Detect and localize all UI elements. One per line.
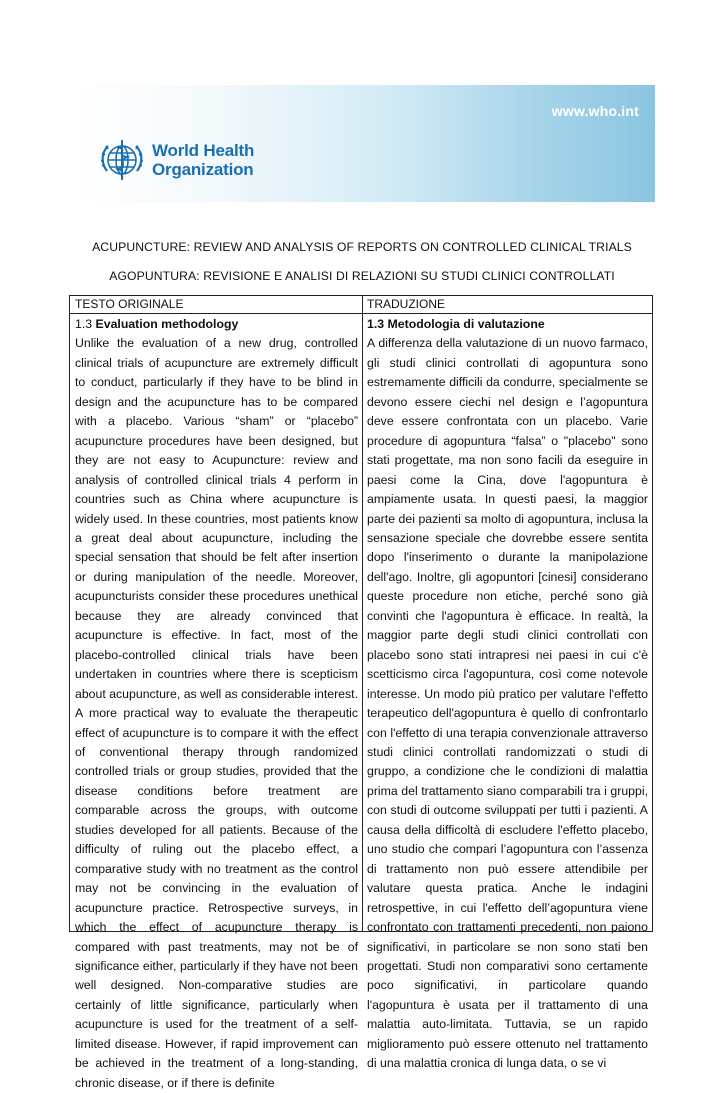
- header-original-text: TESTO ORIGINALE: [75, 297, 184, 311]
- header-divider: [70, 313, 652, 314]
- original-text-column: [75, 315, 358, 1093]
- translation-column: [367, 315, 648, 1074]
- column-divider: [362, 296, 363, 931]
- original-body-text: Unlike the evaluation of a new drug, controlled clinical trials of acupuncture are extremely difficult to conduct, particularly if they have to be blind in design and the acupuncture has to be compared with a placebo. Various “sham” or “placebo” acupuncture procedures have been designed, but they are not easy to Acupuncture: review and analysis of controlled clinical trials 4 perform in countries such as China where acupuncture is widely used. In these countries, most patients know a great deal about acupuncture, including the special sensation that should be felt after insertion or during manipulation of the needle. Moreover, acupuncturists consider these procedures unethical because they are already convinced that acupuncture is effective. In fact, most of the placebo-controlled clinical trials have been undertaken in countries where there is scepticism about acupuncture, as well as considerable interest. A more practical way to evaluate the therapeutic effect of acupuncture is to compare it with the effect of conventional therapy through randomized controlled trials or group studies, provided that the disease conditions before treatment are comparable across the groups, with outcome studies developed for all patients. Because of the difficulty of ruling out the placebo effect, a comparative study with no treatment as the control may not be convincing in the evaluation of acupuncture practice. Retrospective surveys, in which the effect of acupuncture therapy is compared with past treatments, may not be of significance either, particularly if they have not been well designed. Non-comparative studies are certainly of little significance, particularly when acupuncture is used for the treatment of a self-limited disease. However, if rapid improvement can be achieved in the treatment of a long-standing, chronic disease, or if there is definite: [75, 336, 358, 1090]
- translation-section-heading: [367, 315, 648, 334]
- original-section-title: Evaluation methodology: [95, 317, 239, 331]
- who-logo-line2: Organization: [152, 160, 254, 179]
- header-translation: TRADUZIONE: [367, 297, 445, 311]
- translation-body-text: A differenza della valutazione di un nuovo farmaco, gli studi clinici controllati di agopuntura sono estremamente difficili da condurre, specialmente se devono essere ciechi nel design e l’agopuntura deve essere confrontata con un placebo. Varie procedure di agopuntura “falsa” o "placebo" sono stati progettate, ma non sono facili da eseguire in paesi come la Cina, dove l'agopuntura è ampiamente usata. In questi paesi, la maggior parte dei pazienti sa molto di agopuntura, inclusa la sensazione speciale che dovrebbe essere sentita dopo l'inserimento o durante la manipolazione dell'ago. Inoltre, gli agopuntori [cinesi] considerano queste procedure non etiche, perché sono già convinti che l'agopuntura è efficace. In realtà, la maggior parte degli studi clinici controllati con placebo sono stati intrapresi nei paesi in cui c'è scetticismo circa l'agopuntura, così come notevole interesse. Un modo più pratico per valutare l'effetto terapeutico dell'agopuntura è quello di confrontarlo con l'effetto di una terapia convenzionale attraverso studi clinici controllati randomizzati o studi di gruppo, a condizione che le condizioni di malattia prima del trattamento siano comparabili tra i gruppi, con studi di outcome sviluppati per tutti i pazienti. A causa della difficoltà di escludere l'effetto placebo, uno studio che compari l’agopuntura con l’assenza di trattamento non può essere attendibile per valutare questa pratica. Anche le indagini retrospettive, in cui l'effetto dell’agopuntura viene confrontato con trattamenti precedenti, non paiono significativi, in particolare se non sono stati ben progettati. Studi non comparativi sono certamente poco significativi, in particolare quando l'agopuntura è usata per il trattamento di una malattia auto-limitata. Tuttavia, se un rapido miglioramento può essere ottenuto nel trattamento di una malattia cronica di lunga data, o se vi: [367, 336, 648, 1071]
- original-section-number: 1.3: [75, 317, 93, 331]
- document-title-italian: AGOPUNTURA: REVISIONE E ANALISI DI RELAZIONI SU STUDI CLINICI CONTROLLATI: [109, 269, 615, 283]
- who-url-link[interactable]: www.who.int: [551, 103, 639, 119]
- translation-section-number: 1.3: [367, 317, 385, 331]
- who-banner: [69, 85, 655, 202]
- who-logo-text: [152, 141, 254, 179]
- translation-section-title: Metodologia di valutazione: [387, 317, 545, 331]
- who-logo-line1: World Health: [152, 141, 255, 160]
- original-section-heading: [75, 315, 358, 334]
- document-title-english: ACUPUNCTURE: REVIEW AND ANALYSIS OF REPORTS ON CONTROLLED CLINICAL TRIALS: [92, 240, 632, 254]
- who-emblem-icon: [99, 137, 145, 183]
- translation-table: [69, 295, 653, 1090]
